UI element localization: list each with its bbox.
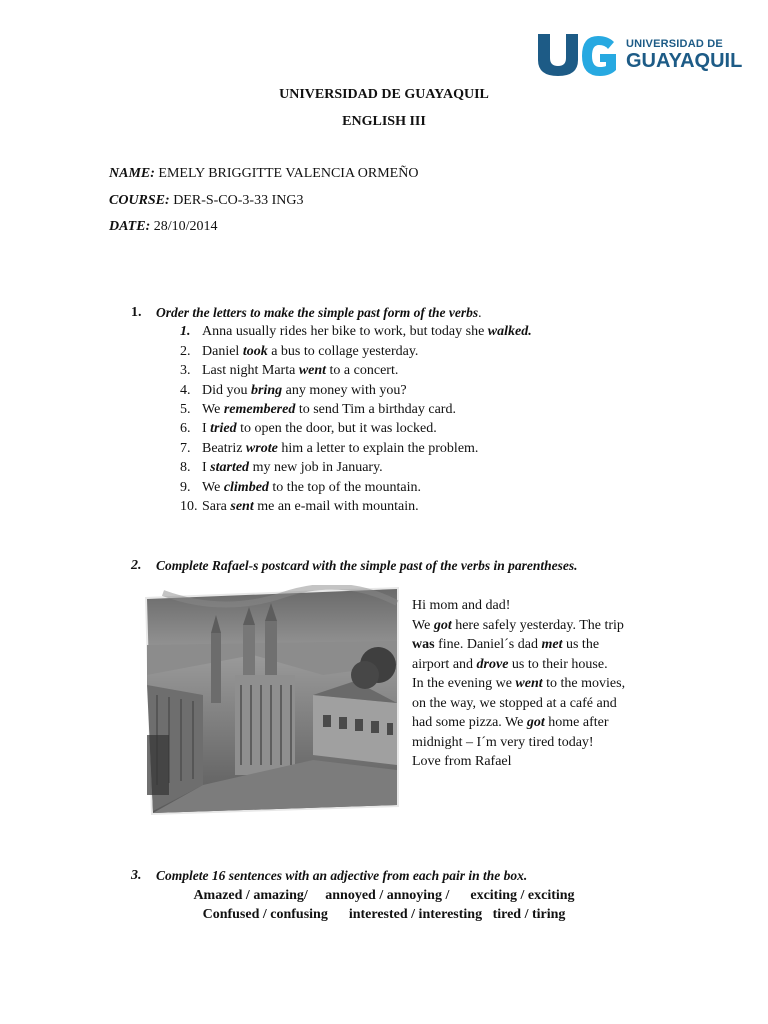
adjective-box-line2: Confused / confusing interested / interesting tired / tiring: [202, 907, 566, 922]
course-label: COURSE:: [109, 193, 170, 208]
date-field: [109, 219, 218, 235]
postcard-line: In the evening we went to the movies,: [412, 676, 626, 691]
name-label: NAME:: [109, 166, 155, 181]
section1-title: Order the letters to make the simple past form of the verbs.: [156, 305, 482, 320]
course-field: [109, 193, 303, 209]
section1-number: 1.: [131, 305, 142, 320]
university-title: UNIVERSIDAD DE GUAYAQUIL: [279, 87, 489, 102]
postcard-line: We got here safely yesterday. The trip: [412, 617, 624, 633]
postcard-line: midnight – I´m very tired today!: [412, 734, 594, 750]
postcard-line: had some pizza. We got home after: [412, 715, 609, 730]
date-label: DATE:: [109, 219, 151, 234]
section2-title: Complete Rafael-s postcard with the simple past of the verbs in parentheses.: [156, 558, 578, 573]
list-item: 4. Did you bring any money with you?: [180, 383, 407, 398]
postcard-line: was fine. Daniel´s dad met us the: [412, 637, 600, 652]
list-item: 7. Beatriz wrote him a letter to explain the problem.: [180, 441, 479, 456]
postcard-line: Hi mom and dad!: [412, 598, 511, 613]
list-item: 8. I started my new job in January.: [180, 460, 383, 475]
section3-title: Complete 16 sentences with an adjective from each pair in the box.: [156, 868, 528, 883]
logo-wordmark: [626, 38, 742, 71]
logo-text-big: GUAYAQUIL: [626, 50, 743, 72]
postcard-line: Love from Rafael: [412, 754, 512, 769]
course-title: ENGLISH III: [342, 114, 426, 129]
logo-text-small: UNIVERSIDAD DE: [626, 38, 723, 50]
list-item: 10. Sara sent me an e-mail with mountain.: [180, 499, 419, 514]
college-photo: [143, 585, 401, 817]
section2-number: 2.: [131, 558, 142, 573]
name-field: [109, 166, 418, 182]
adjective-box-line1: Amazed / amazing/ annoyed / annoying / exciting / exciting: [193, 888, 575, 903]
list-item: 6. I tried to open the door, but it was locked.: [180, 421, 437, 436]
course-value: DER-S-CO-3-33 ING3: [169, 193, 304, 208]
ug-logo-mark: [536, 30, 626, 80]
list-item: 9. We climbed to the top of the mountain.: [180, 480, 421, 495]
list-item: 1. Anna usually rides her bike to work, but today she walked.: [180, 324, 532, 339]
postcard-line: on the way, we stopped at a café and: [412, 695, 617, 711]
list-item: 2. Daniel took a bus to collage yesterday.: [180, 344, 419, 359]
list-item: 5. We remembered to send Tim a birthday card.: [180, 402, 456, 417]
section3-number: 3.: [131, 868, 142, 883]
postcard-line: airport and drove us to their house.: [412, 656, 608, 672]
postcard-text: [412, 596, 662, 772]
name-value: EMELY BRIGGITTE VALENCIA ORMEÑO: [154, 166, 419, 181]
list-item: 3. Last night Marta went to a concert.: [180, 363, 399, 378]
date-value: 28/10/2014: [150, 219, 218, 234]
